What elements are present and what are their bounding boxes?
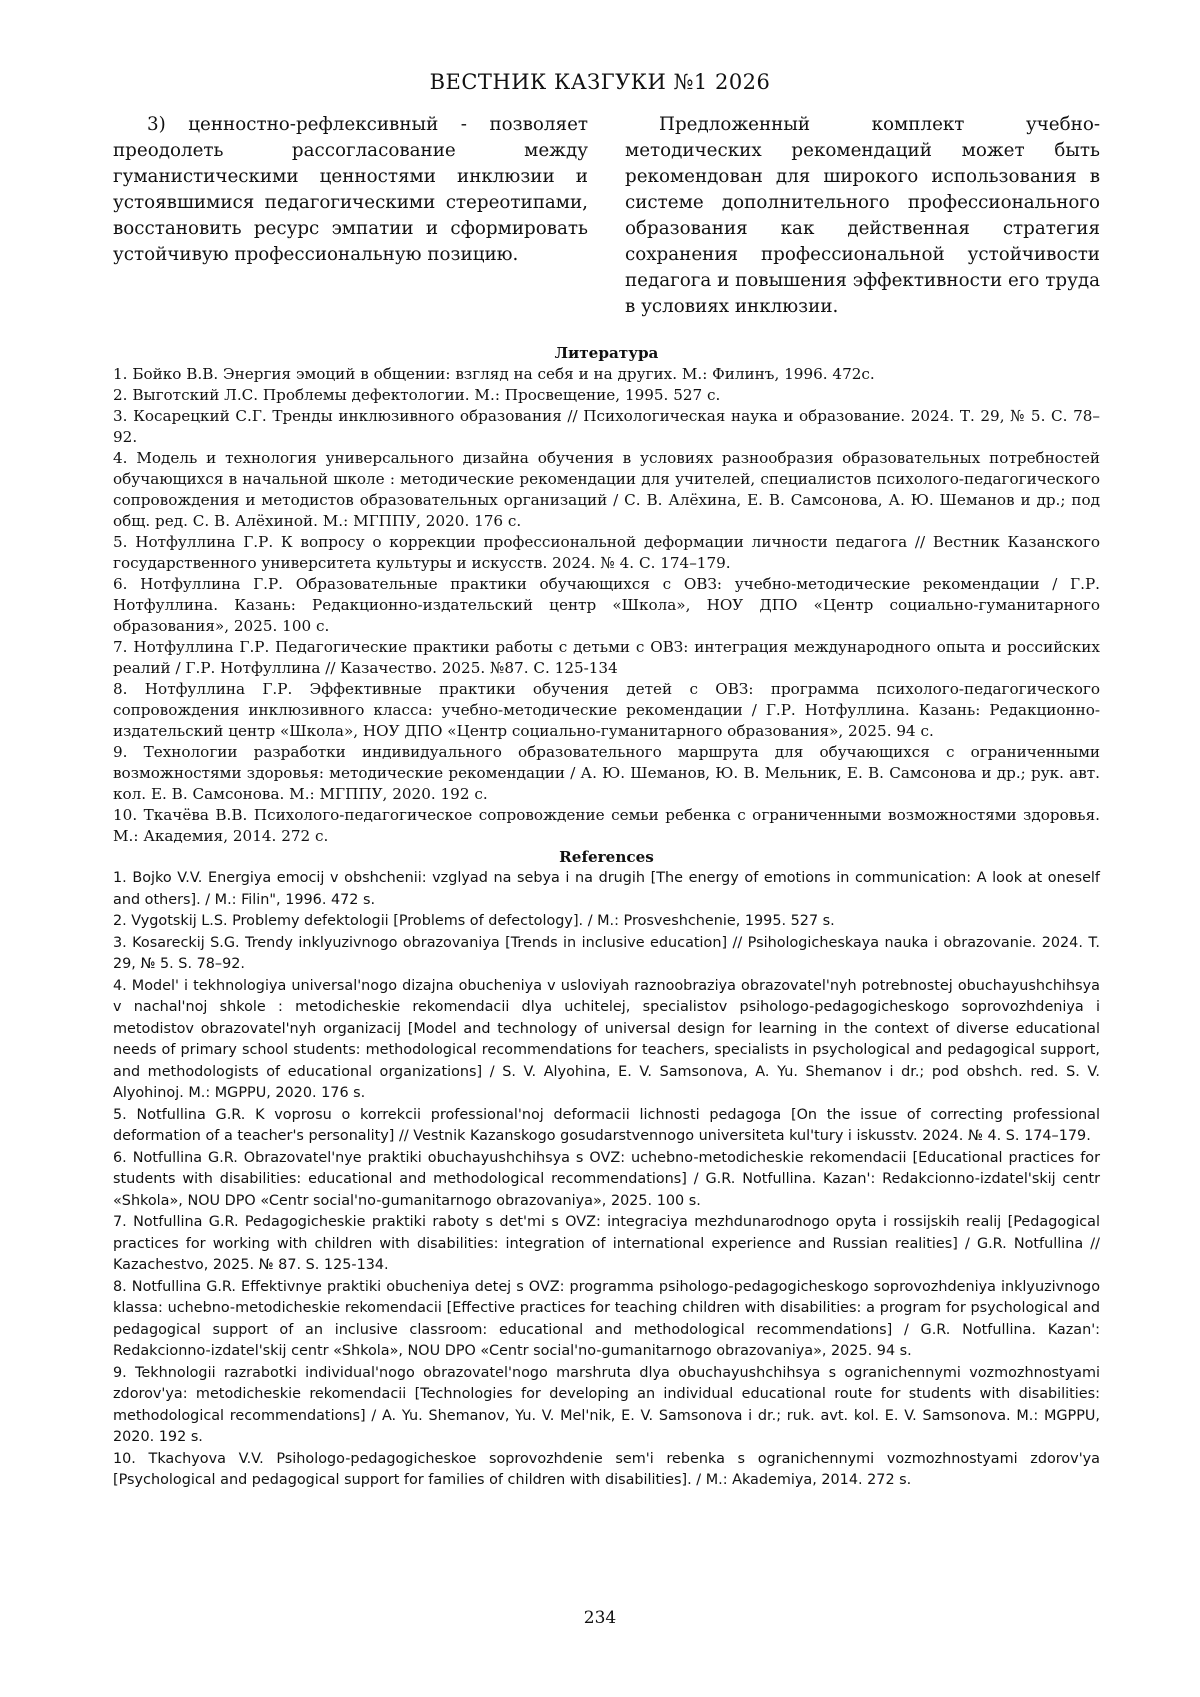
journal-header: ВЕСТНИК КАЗГУКИ №1 2026 <box>429 70 771 94</box>
list-item: 2. Выготский Л.С. Проблемы дефектологии. М.: Просвещение, 1995. 527 с. <box>113 386 721 404</box>
list-item: 8. Нотфуллина Г.Р. Эффективные практики обучения детей с ОВЗ: программа психолого-педагогического сопровождения инклюзивного класса: учебно-методические рекомендации / Г.Р. Нотфуллина. Казань: Редакционно-издательский центр «Школа», НОУ ДПО «Центр социально-гуманитарного образования», 2025. 94 с. <box>113 680 1100 740</box>
literature-heading: Литература <box>554 344 659 362</box>
list-item: 3. Косарецкий С.Г. Тренды инклюзивного образования // Психологическая наука и образование. 2024. Т. 29, № 5. С. 78–92. <box>113 407 1100 446</box>
list-item: 5. Notfullina G.R. K voprosu o korrekcii professional'noj deformacii lichnosti pedagoga [On the issue of correcting professional deformation of a teacher's personality] // Vestnik Kazanskogo gosudarstvennogo universiteta kul'tury i iskusstv. 2024. № 4. S. 174–179. <box>113 1106 1100 1144</box>
bibliography <box>113 343 1100 1492</box>
right-column-paragraph: Предложенный комплект учебно-методических рекомендаций может быть рекомендован для широкого использования в системе дополнительного профессионального образования как действенная стратегия сохранения профессиональной устойчивости педагога и повышения эффективности его труда в условиях инклюзии. <box>625 114 1100 317</box>
list-item: 8. Notfullina G.R. Effektivnye praktiki obucheniya detej s OVZ: programma psihologo-pedagogicheskogo soprovozhdeniya inklyuzivnogo klassa: uchebno-metodicheskie rekomendacii [Effective practices for teaching children with disabilities: a program for psychological and pedagogical support of an inclusive classroom: educational and methodological recommendations] / G.R. Notfullina. Kazan': Redakcionno-izdatel'skij centr «Shkola», NOU DPO «Centr social'no-gumanitarnogo obrazovaniya», 2025. 94 s. <box>113 1278 1100 1359</box>
list-item: 2. Vygotskij L.S. Problemy defektologii [Problems of defectology]. / M.: Prosveshchenie, 1995. 527 s. <box>113 913 835 929</box>
list-item: 4. Model' i tekhnologiya universal'nogo dizajna obucheniya v usloviyah raznoobraziya obrazovatel'nyh potrebnostej obuchayushchihsya v nachal'noj shkole : metodicheskie rekomendacii dlya uchitelej, specialistov psihologo-pedagogicheskogo soprovozhdeniya i metodistov obrazovatel'nyh organizacij [Model and technology of universal design for learning in the context of diverse educational needs of primary school students: methodological recommendations for teachers, specialists in psychological and pedagogical support, and methodologists of educational organizations] / S. V. Alyohina, E. V. Samsonova, A. Yu. Shemanov i dr.; pod obshch. red. S. V. Alyohinoj. M.: MGPPU, 2020. 176 s. <box>113 977 1100 1101</box>
references-list <box>113 868 1100 1492</box>
page-number: 234 <box>583 1608 617 1628</box>
list-item: 9. Технологии разработки индивидуального образовательного маршрута для обучающихся с ограниченными возможностями здоровья: методические рекомендации / А. Ю. Шеманов, Ю. В. Мельник, Е. В. Самсонова и др.; рук. авт. кол. Е. В. Самсонова. М.: МГППУ, 2020. 192 с. <box>113 743 1100 803</box>
list-item: 9. Tekhnologii razrabotki individual'nogo obrazovatel'nogo marshruta dlya obuchayushchihsya s ogranichennymi vozmozhnostyami zdorov'ya: metodicheskie rekomendacii [Technologies for developing an individual educational route for students with disabilities: methodological recommendations] / A. Yu. Shemanov, Yu. V. Mel'nik, E. V. Samsonova i dr.; ruk. avt. kol. E. V. Samsonova. M.: MGPPU, 2020. 192 s. <box>113 1364 1100 1445</box>
list-item: 10. Ткачёва В.В. Психолого-педагогическое сопровождение семьи ребенка с ограниченными возможностями здоровья. М.: Академия, 2014. 272 с. <box>113 806 1100 845</box>
references-heading: References <box>559 848 654 866</box>
list-item: 5. Нотфуллина Г.Р. К вопросу о коррекции профессиональной деформации личности педагога // Вестник Казанского государственного университета культуры и искусств. 2024. № 4. С. 174–179. <box>113 533 1100 572</box>
literature-list <box>113 364 1100 847</box>
list-item: 4. Модель и технология универсального дизайна обучения в условиях разнообразия образовательных потребностей обучающихся в начальной школе : методические рекомендации для учителей, специалистов психолого-педагогического сопровождения и методистов образовательных организаций / С. В. Алёхина, Е. В. Самсонова, А. Ю. Шеманов и др.; под общ. ред. С. В. Алёхиной. М.: МГППУ, 2020. 176 с. <box>113 449 1100 530</box>
list-item: 7. Notfullina G.R. Pedagogicheskie praktiki raboty s det'mi s OVZ: integraciya mezhdunarodnogo opyta i rossijskih realij [Pedagogical practices for working with children with disabilities: integration of international experience and Russian realities] / G.R. Notfullina // Kazachestvo, 2025. № 87. S. 125-134. <box>113 1214 1100 1273</box>
list-item: 6. Notfullina G.R. Obrazovatel'nye praktiki obuchayushchihsya s OVZ: uchebno-metodicheskie rekomendacii [Educational practices for students with disabilities: educational and methodological recommendations] / G.R. Notfullina. Kazan': Redakcionno-izdatel'skij centr «Shkola», NOU DPO «Centr social'no-gumanitarnogo obrazovaniya», 2025. 100 s. <box>113 1149 1100 1209</box>
left-column-paragraph: 3) ценностно-рефлексивный - позволяет преодолеть рассогласование между гуманистическими ценностями инклюзии и устоявшимися педагогическими стереотипами, восстановить ресурс эмпатии и сформировать устойчивую профессиональную позицию. <box>113 114 588 265</box>
list-item: 7. Нотфуллина Г.Р. Педагогические практики работы с детьми с ОВЗ: интеграция международного опыта и российских реалий / Г.Р. Нотфуллина // Казачество. 2025. №87. С. 125-134 <box>113 638 1100 677</box>
list-item: 10. Tkachyova V.V. Psihologo-pedagogicheskoe soprovozhdenie sem'i rebenka s ogranichennymi vozmozhnostyami zdorov'ya [Psychological and pedagogical support for families of children with disabilities]. / M.: Akademiya, 2014. 272 s. <box>113 1450 1100 1488</box>
list-item: 1. Bojko V.V. Energiya emocij v obshchenii: vzglyad na sebya i na drugih [The energy of emotions in communication: A look at oneself and others]. / M.: Filin", 1996. 472 s. <box>113 870 1100 908</box>
list-item: 3. Kosareckij S.G. Trendy inklyuzivnogo obrazovaniya [Trends in inclusive education] // Psihologicheskaya nauka i obrazovanie. 2024. T. 29, № 5. S. 78–92. <box>113 934 1100 972</box>
list-item: 1. Бойко В.В. Энергия эмоций в общении: взгляд на себя и на других. М.: Филинъ, 1996. 472с. <box>113 365 875 383</box>
list-item: 6. Нотфуллина Г.Р. Образовательные практики обучающихся с ОВЗ: учебно-методические рекомендации / Г.Р. Нотфуллина. Казань: Редакционно-издательский центр «Школа», НОУ ДПО «Центр социально-гуманитарного образования», 2025. 100 с. <box>113 575 1100 635</box>
